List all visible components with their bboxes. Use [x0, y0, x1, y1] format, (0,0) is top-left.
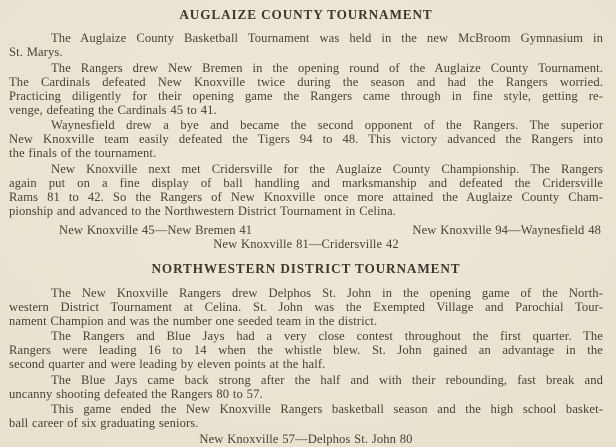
text-line: The Cardinals defeated New Knoxville twice during the season and had the Rangers worried. [9, 74, 603, 89]
text-line: St. Marys. [9, 45, 63, 59]
paragraph [9, 402, 603, 430]
text-line: This game ended the New Knoxville Rangers basketball season and the high school basket- [51, 402, 603, 416]
section-2-paragraphs [9, 286, 603, 431]
text-line: venge, defeating the Cardinals 45 to 41. [9, 102, 217, 117]
text-line: Practicing diligently for their opening game the Rangers came through in fine style, getting re- [9, 88, 603, 103]
score-row-semifinals [9, 223, 603, 237]
paragraph [9, 373, 603, 401]
paragraph [9, 31, 603, 59]
text-line: New Knoxville next met Cridersville for the Auglaize County Championship. The Rangers [51, 161, 603, 176]
text-line: The New Knoxville Rangers drew Delphos St. John in the opening game of the North- [51, 285, 603, 300]
score-row-county-final [9, 237, 603, 251]
paragraph [9, 61, 603, 117]
text-line: Rangers were leading 16 to 14 when the whistle blew. St. John gained an advantage in the [9, 343, 603, 357]
score-line-waynesfield: New Knoxville 94—Waynesfield 48 [412, 222, 601, 237]
text-line: The Rangers and Blue Jays had a very close contest throughout the first quarter. The [51, 329, 603, 343]
text-line: pionship and advanced to the Northwestern District Tournament in Celina. [9, 203, 396, 218]
section-1-heading: AUGLAIZE COUNTY TOURNAMENT [179, 7, 433, 22]
text-line: again put on a fine display of ball handling and marksmanship and defeated the Cridersville [9, 175, 603, 190]
text-line: second quarter and were leading by eleven points at the half. [9, 357, 326, 371]
score-line-delphos-st-john: New Knoxville 57—Delphos St. John 80 [199, 432, 413, 446]
text-line: The Rangers drew New Bremen in the opening round of the Auglaize County Tournament. [51, 60, 603, 75]
text-line: uncanny shooting defeated the Rangers 80 to 57. [9, 386, 263, 401]
score-row-district [9, 432, 603, 446]
text-line: ball career of six graduating seniors. [9, 416, 199, 430]
paragraph [9, 162, 603, 218]
text-line: Rams 81 to 42. So the Rangers of New Knoxville once more attained the Auglaize County Cham- [9, 189, 603, 204]
text-line: New Knoxville team easily defeated the Tigers 94 to 48. This victory advanced the Rangers into [9, 132, 603, 146]
text-line: nament Champion and was the number one seeded team in the district. [9, 313, 378, 328]
text-line: the finals of the tournament. [9, 146, 157, 160]
paragraph [9, 286, 603, 328]
text-line: The Auglaize County Basketball Tournament was held in the new McBroom Gymnasium in [51, 31, 603, 45]
section-1-paragraphs [9, 31, 603, 218]
section-2-heading: NORTHWESTERN DISTRICT TOURNAMENT [151, 260, 461, 276]
paragraph [9, 118, 603, 160]
paragraph [9, 329, 603, 371]
text-line: Waynesfield drew a bye and became the second opponent of the Rangers. The superior [51, 118, 603, 132]
text-line: western District Tournament at Celina. St. John was the Exempted Village and Parochial Tour- [9, 299, 603, 314]
text-line: The Blue Jays came back strong after the half and with their rebounding, fast break and [51, 372, 603, 387]
score-line-cridersville: New Knoxville 81—Cridersville 42 [213, 236, 399, 251]
score-line-new-bremen: New Knoxville 45—New Bremen 41 [59, 222, 253, 237]
